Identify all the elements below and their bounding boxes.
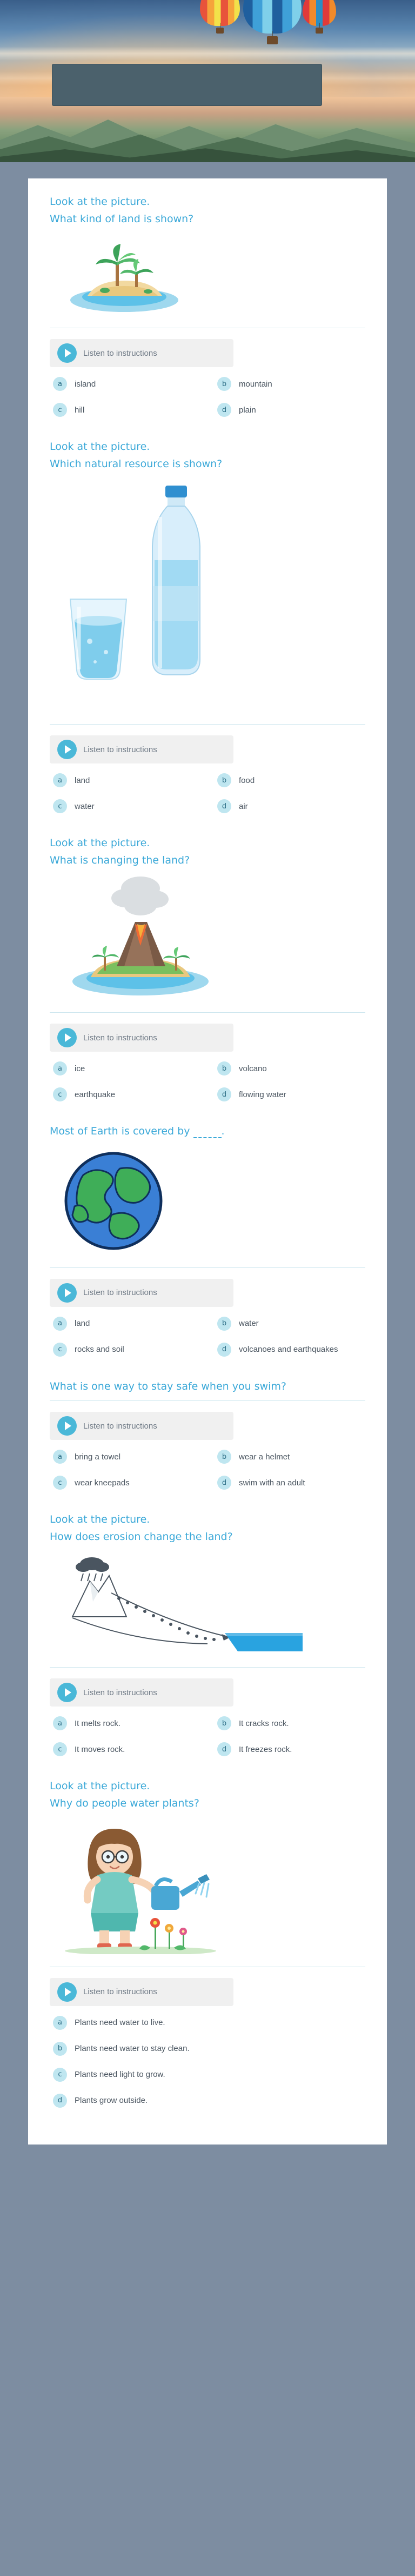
listen-label: Listen to instructions xyxy=(83,1987,157,1997)
option-text: Plants need light to grow. xyxy=(75,2070,165,2080)
option-d[interactable] xyxy=(217,403,365,417)
option-letter: a xyxy=(53,1061,67,1075)
question-4-prompt xyxy=(50,1124,365,1139)
listen-label: Listen to instructions xyxy=(83,1033,157,1043)
option-letter: a xyxy=(53,2016,67,2030)
option-letter: a xyxy=(53,1450,67,1464)
option-c[interactable] xyxy=(53,1476,201,1490)
option-c[interactable] xyxy=(53,403,201,417)
question-3-image xyxy=(59,875,365,1002)
option-b[interactable] xyxy=(217,377,365,391)
play-icon[interactable] xyxy=(57,1683,77,1702)
option-b[interactable] xyxy=(217,773,365,787)
question-6-image xyxy=(59,1552,365,1657)
play-icon[interactable] xyxy=(57,343,77,363)
question-1 xyxy=(50,195,365,417)
option-letter: a xyxy=(53,377,67,391)
option-a[interactable] xyxy=(53,773,201,787)
option-letter: d xyxy=(53,2094,67,2108)
option-letter: d xyxy=(217,1476,231,1490)
option-text: wear kneepads xyxy=(75,1478,130,1488)
option-c[interactable] xyxy=(53,1087,201,1101)
option-a[interactable] xyxy=(53,2016,365,2030)
question-3-prompt-line-2: What is changing the land? xyxy=(50,854,190,866)
question-4-image xyxy=(59,1147,365,1258)
option-a[interactable] xyxy=(53,1061,201,1075)
option-text: water xyxy=(75,801,95,811)
option-a[interactable] xyxy=(53,1317,201,1331)
option-text: It moves rock. xyxy=(75,1744,125,1754)
option-letter: b xyxy=(53,2042,67,2056)
option-d[interactable] xyxy=(217,1343,365,1357)
question-2 xyxy=(50,440,365,813)
question-3-divider xyxy=(50,1012,365,1013)
question-6 xyxy=(50,1512,365,1756)
question-1-image xyxy=(59,234,365,318)
option-letter: c xyxy=(53,2068,67,2082)
question-6-prompt-line-2: How does erosion change the land? xyxy=(50,1530,233,1543)
answer-blank xyxy=(193,1125,222,1138)
question-2-listen-bar[interactable] xyxy=(50,735,233,763)
option-letter: c xyxy=(53,799,67,813)
option-text: It freezes rock. xyxy=(239,1744,292,1754)
option-letter: c xyxy=(53,1343,67,1357)
question-7-options xyxy=(53,2016,365,2108)
option-text: earthquake xyxy=(75,1090,116,1099)
option-d[interactable] xyxy=(217,1087,365,1101)
option-text: wear a helmet xyxy=(239,1452,290,1462)
question-1-options xyxy=(53,377,365,417)
balloon-center xyxy=(243,0,302,44)
option-d[interactable] xyxy=(217,799,365,813)
option-letter: c xyxy=(53,403,67,417)
mountain-ridge xyxy=(0,97,415,162)
option-c[interactable] xyxy=(53,799,201,813)
option-b[interactable] xyxy=(53,2042,365,2056)
option-text: Plants grow outside. xyxy=(75,2096,148,2106)
option-letter: a xyxy=(53,1317,67,1331)
hero-toolbar-panel[interactable] xyxy=(52,64,322,106)
option-c[interactable] xyxy=(53,1742,201,1756)
question-7 xyxy=(50,1779,365,2107)
balloon-left xyxy=(200,0,240,34)
option-text: It melts rock. xyxy=(75,1718,121,1728)
question-7-prompt-line-1: Look at the picture. xyxy=(50,1780,150,1792)
option-letter: b xyxy=(217,377,231,391)
option-text: ice xyxy=(75,1064,85,1073)
option-c[interactable] xyxy=(53,1343,201,1357)
question-4-prompt-text: Most of Earth is covered by xyxy=(50,1125,193,1138)
option-d[interactable] xyxy=(217,1742,365,1756)
option-a[interactable] xyxy=(53,1716,201,1730)
option-text: water xyxy=(239,1319,259,1329)
question-3-prompt-line-1: Look at the picture. xyxy=(50,837,150,849)
option-c[interactable] xyxy=(53,2068,365,2082)
question-6-prompt-line-1: Look at the picture. xyxy=(50,1513,150,1526)
option-b[interactable] xyxy=(217,1716,365,1730)
option-text: island xyxy=(75,379,96,389)
option-letter: d xyxy=(217,1343,231,1357)
option-b[interactable] xyxy=(217,1061,365,1075)
option-letter: d xyxy=(217,799,231,813)
play-icon[interactable] xyxy=(57,1982,77,2002)
option-text: food xyxy=(239,775,255,785)
option-letter: b xyxy=(217,1317,231,1331)
listen-label: Listen to instructions xyxy=(83,1421,157,1431)
option-text: land xyxy=(75,775,90,785)
question-4-prompt-end: . xyxy=(221,1125,225,1138)
option-letter: c xyxy=(53,1742,67,1756)
question-6-listen-bar[interactable] xyxy=(50,1678,233,1707)
option-letter: d xyxy=(217,403,231,417)
question-5 xyxy=(50,1379,365,1490)
question-1-prompt-line-1: Look at the picture. xyxy=(50,196,150,208)
question-7-listen-bar[interactable] xyxy=(50,1978,233,2006)
option-b[interactable] xyxy=(217,1450,365,1464)
question-2-image xyxy=(59,479,365,714)
play-icon[interactable] xyxy=(57,1028,77,1047)
hero-banner xyxy=(0,0,415,162)
question-4-divider xyxy=(50,1267,365,1268)
option-a[interactable] xyxy=(53,1450,201,1464)
question-4-options xyxy=(53,1317,365,1357)
question-2-prompt-line-1: Look at the picture. xyxy=(50,441,150,453)
question-5-listen-bar[interactable] xyxy=(50,1412,233,1440)
option-text: bring a towel xyxy=(75,1452,121,1462)
option-letter: b xyxy=(217,773,231,787)
question-6-options xyxy=(53,1716,365,1756)
option-b[interactable] xyxy=(217,1317,365,1331)
option-letter: a xyxy=(53,773,67,787)
question-4 xyxy=(50,1124,365,1357)
question-2-divider xyxy=(50,724,365,725)
option-text: plain xyxy=(239,405,256,415)
listen-label: Listen to instructions xyxy=(83,745,157,754)
option-text: Plants need water to live. xyxy=(75,2018,165,2028)
option-text: volcanoes and earthquakes xyxy=(239,1345,338,1355)
worksheet-card xyxy=(28,178,387,2145)
question-7-prompt-line-2: Why do people water plants? xyxy=(50,1797,199,1810)
play-icon[interactable] xyxy=(57,1283,77,1303)
option-letter: c xyxy=(53,1476,67,1490)
option-text: swim with an adult xyxy=(239,1478,305,1488)
question-1-prompt-line-2: What kind of land is shown? xyxy=(50,213,194,225)
play-icon[interactable] xyxy=(57,740,77,759)
option-d[interactable] xyxy=(217,1476,365,1490)
option-letter: a xyxy=(53,1716,67,1730)
listen-label: Listen to instructions xyxy=(83,1688,157,1697)
question-3-options xyxy=(53,1061,365,1101)
option-letter: b xyxy=(217,1716,231,1730)
question-7-image xyxy=(59,1819,365,1957)
option-d[interactable] xyxy=(53,2094,365,2108)
option-text: volcano xyxy=(239,1064,267,1073)
option-letter: b xyxy=(217,1450,231,1464)
option-text: Plants need water to stay clean. xyxy=(75,2044,190,2054)
option-letter: d xyxy=(217,1087,231,1101)
question-1-listen-bar[interactable] xyxy=(50,339,233,367)
question-3-listen-bar[interactable] xyxy=(50,1024,233,1052)
question-2-options xyxy=(53,773,365,813)
question-5-divider xyxy=(50,1400,365,1401)
cloud-band xyxy=(0,47,415,61)
question-3 xyxy=(50,836,365,1101)
question-2-prompt-line-2: Which natural resource is shown? xyxy=(50,457,223,470)
option-text: hill xyxy=(75,405,85,415)
question-6-divider xyxy=(50,1667,365,1668)
listen-label: Listen to instructions xyxy=(83,348,157,358)
option-letter: d xyxy=(217,1742,231,1756)
option-text: It cracks rock. xyxy=(239,1718,289,1728)
question-5-prompt: What is one way to stay safe when you swim? xyxy=(50,1380,287,1392)
option-text: flowing water xyxy=(239,1090,286,1099)
option-letter: b xyxy=(217,1061,231,1075)
option-a[interactable] xyxy=(53,377,201,391)
play-icon[interactable] xyxy=(57,1416,77,1436)
question-4-listen-bar[interactable] xyxy=(50,1279,233,1307)
option-text: land xyxy=(75,1319,90,1329)
option-text: rocks and soil xyxy=(75,1345,124,1355)
balloon-right xyxy=(303,0,336,34)
question-5-options xyxy=(53,1450,365,1490)
option-letter: c xyxy=(53,1087,67,1101)
option-text: mountain xyxy=(239,379,272,389)
listen-label: Listen to instructions xyxy=(83,1288,157,1298)
option-text: air xyxy=(239,801,248,811)
